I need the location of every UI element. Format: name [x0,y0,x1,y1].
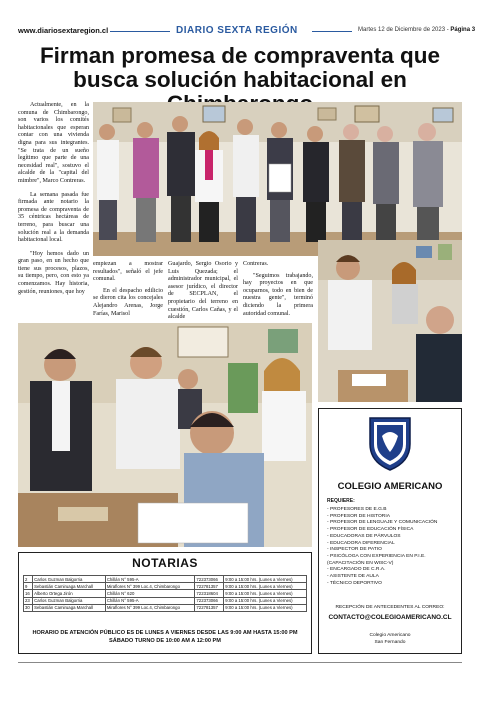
article-paragraph: La semana pasada fue firmada ante notario la promesa de compraventa de 35 céntricas hectáreas de terreno, para buscar una solución real a la demanda habitacional local. [18,191,89,244]
notaria-name: Carlos Guzman Balgorria [33,576,106,583]
notaria-num: 2 [24,576,33,583]
article-column-4 [243,261,313,322]
school-crest-icon [366,414,414,472]
notaria-address: Miraflores N° 399 Loc.4, Chimbarongo [105,583,195,590]
ad-position-item: - PROFESOR DE LENGUAJE Y COMUNICACIÓN [327,520,438,526]
ad-reception-text: RECEPCIÓN DE ANTECEDENTES AL CORREO: [335,605,445,610]
ad-school-name: COLEGIO AMERICANO [337,481,443,492]
notarias-hours-weekday: HORARIO DE ATENCIÓN PÚBLICO ES DE LUNES A VIERNES DESDE LAS 9:00 AM HASTA 15:00 PM [32,630,298,636]
newspaper-name: DIARIO SEXTA REGIÓN [176,25,298,36]
notaria-address: Chillán N° 595-A [105,576,195,583]
ad-position-item: - EDUCADORAS DE PÁRVULOS [327,533,401,539]
notaria-row [24,576,307,583]
article-column-1 [18,102,89,296]
article-paragraph: empiezan a mostrar resultados", señaló el jefe comunal. [93,261,163,283]
article-column-2 [93,261,163,322]
notaria-row [24,583,307,590]
notaria-hours: 9:00 a 15:00 hrs. (Lunes a Viernes) [224,583,307,590]
ad-position-item: - PROFESOR DE HISTORIA [327,513,390,519]
notaria-address: Chillán N° 595-A [105,597,195,604]
ad-position-item: - EDUCADORA DIFERENCIAL [327,540,395,546]
article-paragraph: En el despacho edilicio se dieron cita los concejales Alejandro Arenas, Jorge Farías, Marisol [93,287,163,317]
header-divider-left [110,31,170,32]
notarias-hours-saturday: SÁBADO TURNO DE 10:00 AM A 12:00 PM [109,638,221,644]
article-paragraph: "Seguimos trabajando, hay proyectos en que ocuparnos, todo en bien de nuestra gente", terminó diciendo la primera autoridad comunal. [243,272,313,317]
ad-position-item: - PROFESOR DE EDUCACIÓN FÍSICA [327,527,414,533]
signing-photo-right [318,240,462,402]
ad-position-item: - TÉCNICO DEPORTIVO [327,580,382,586]
notaria-address: Miraflores N° 399 Loc.4, Chimbarongo [105,604,195,611]
article-paragraph: Guajardo, Sergio Osorio y Luis Quezada; el administrador municipal, el asesor jurídico, el director de SECPLAN, el propietario del terreno en cuestión, Carlos Cañas, y el alcalde [168,261,238,321]
notaria-row [24,604,307,611]
signing-photo-main [18,323,312,547]
notaria-row [24,590,307,597]
ad-position-item: - PSICÓLOGA CON EXPERIENCIA EN P.I.E. (CAPACITACIÓN EN WISC-V) [327,553,426,566]
ad-position-item: - ENCARGADO DE C.R.A. [327,567,386,573]
notarias-hours [19,629,311,645]
notarias-title: NOTARIAS [132,556,198,570]
notaria-name: Carlos Guzman Balgorria [33,597,106,604]
notaria-address: Chillán N° 620 [105,590,195,597]
notaria-name: Sebastián Camiruaga Marchall [33,583,106,590]
notaria-hours: 9:00 a 15:00 hrs. (Lunes a Viernes) [224,597,307,604]
article-paragraph: "Hoy hemos dado un gran paso, en un hecho que tiene sus procesos, plazos, su tiempo, pero, con esto ya comenzamos. Hay historia, gestión, reuniones, que hoy [18,250,89,295]
colegio-americano-ad [318,408,462,654]
article-column-3 [168,261,238,326]
article-paragraph: Contreras. [243,261,269,267]
notaria-phone: 722781357 [195,604,224,611]
ad-signature-name: Colegio Americano [369,633,411,638]
notaria-name: Alberto Ortega Jirón [33,590,106,597]
notaria-phone: 722781357 [195,583,224,590]
ad-requires-label: REQUIERE: [327,498,355,504]
ad-position-item: - INSPECTOR DE PATIO [327,547,382,553]
notaria-name: Sebastián Camiruaga Marchall [33,604,106,611]
notaria-num: 16 [24,590,33,597]
notarias-box [18,552,312,654]
ad-contact-email: CONTACTO@COLEGIOAMERICANO.CL [328,614,452,621]
article-headline: Firman promesa de compraventa que busca solución habitacional en [39,43,441,92]
notaria-num: 9 [24,583,33,590]
ad-signature-city: San Fernando [374,640,406,645]
notaria-phone: 722318604 [195,590,224,597]
notaria-num: 23 [24,597,33,604]
article-paragraph: Actualmente, en la comuna de Chimbarongo, son varios los comités habitacionales que esperan contar con una vivienda digna para sus integrantes. "Se trata de un sueño legítimo que parte de una necesidad real", sostuvo el alcalde de la "capital del mimbre", Marco Contreras. [18,102,89,184]
notaria-phone: 722373066 [195,576,224,583]
notaria-hours: 9:00 a 15:00 hrs. (Lunes a Viernes) [224,576,307,583]
group-photo [93,102,462,256]
header-divider-right [312,31,352,32]
page-number: Página 3 [450,27,476,33]
ad-position-item: - PROFESORES DE E.G.B [327,507,387,512]
notaria-phone: 722373066 [195,597,224,604]
issue-date: Martes 12 de Diciembre de 2023 - [358,27,449,33]
ad-position-item: - ASISTENTE DE AULA [327,574,379,580]
notaria-num: 30 [24,604,33,611]
ad-positions-list [327,507,459,587]
header-dateline [358,27,475,33]
notaria-hours: 9:00 a 15:00 hrs. (Lunes a Viernes) [224,590,307,597]
notaria-row [24,597,307,604]
notarias-table [23,575,307,612]
site-url: www.diariosextaregion.cl [18,26,109,35]
notaria-hours: 9:00 a 15:00 hrs. (Lunes a Viernes) [224,604,307,611]
footer-divider [18,662,462,663]
